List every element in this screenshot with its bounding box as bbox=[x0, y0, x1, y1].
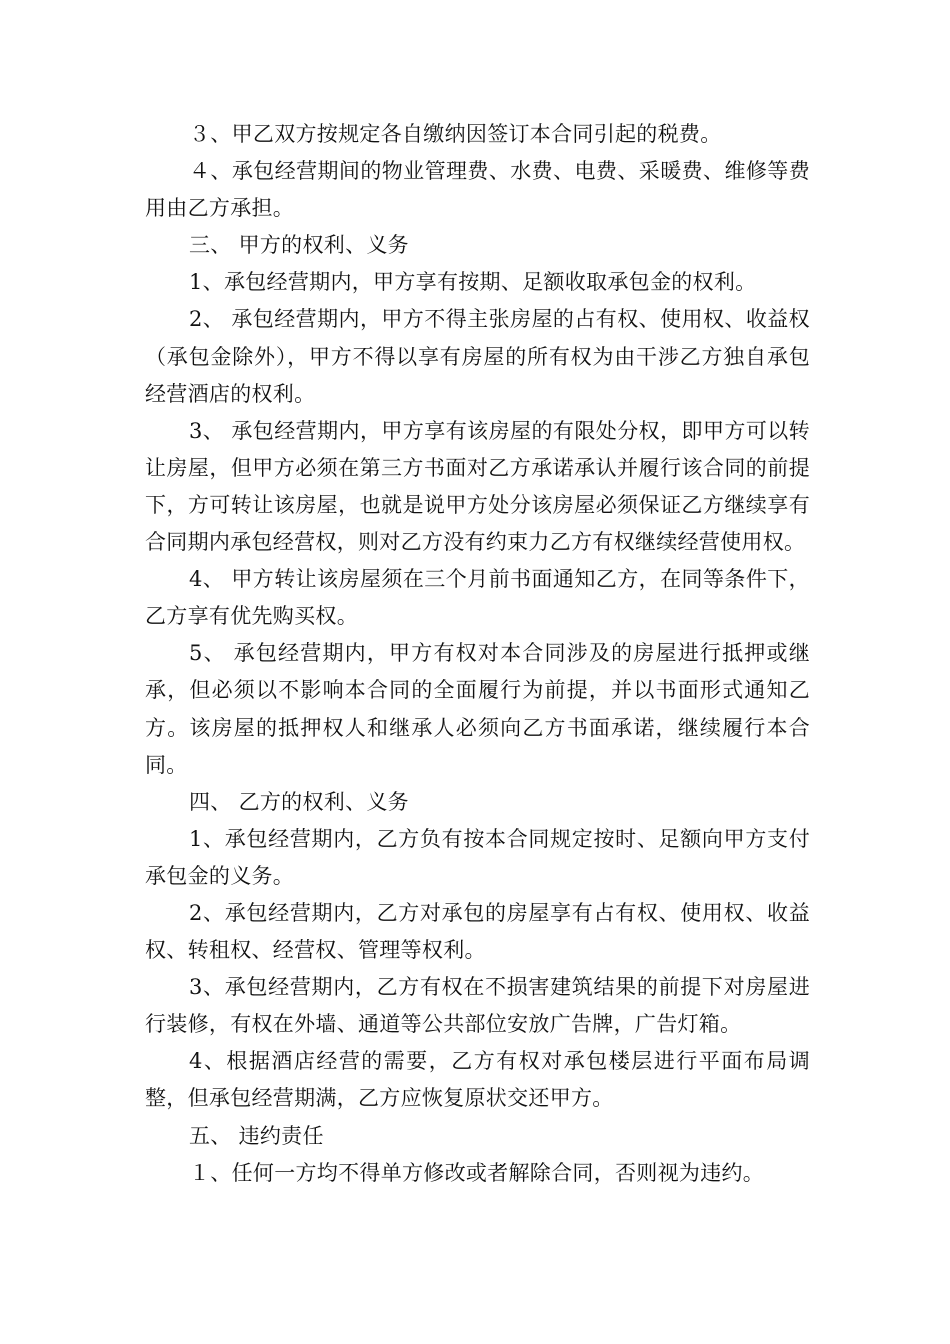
contract-body bbox=[145, 116, 810, 1192]
clause-party-a-3: 3、 承包经营期内，甲方享有该房屋的有限处分权，即甲方可以转让房屋，但甲方必须在第三方书面对乙方承诺承认并履行该合同的前提下，方可转让该房屋，也就是说甲方处分该房屋必须保证乙方继续享有合同期内承包经营权，则对乙方没有约束力乙方有权继续经营使用权。 bbox=[145, 418, 810, 555]
clause-party-b-4: 4、根据酒店经营的需要，乙方有权对承包楼层进行平面布局调整，但承包经营期满，乙方应恢复原状交还甲方。 bbox=[145, 1049, 810, 1111]
paragraph-fees: ４、承包经营期间的物业管理费、水费、电费、采暖费、维修等费用由乙方承担。 bbox=[145, 159, 810, 221]
section-heading-party-a: 三、 甲方的权利、义务 bbox=[189, 233, 409, 258]
clause-party-a-2: 2、 承包经营期内，甲方不得主张房屋的占有权、使用权、收益权（承包金除外），甲方不得以享有房屋的所有权为由干涉乙方独自承包经营酒店的权利。 bbox=[145, 307, 810, 406]
clause-breach-1: １、任何一方均不得单方修改或者解除合同，否则视为违约。 bbox=[189, 1160, 765, 1185]
clause-party-a-1: 1、承包经营期内，甲方享有按期、足额收取承包金的权利。 bbox=[189, 270, 757, 295]
clause-party-a-4: 4、 甲方转让该房屋须在三个月前书面通知乙方，在同等条件下，乙方享有优先购买权。 bbox=[145, 567, 810, 629]
section-heading-breach: 五、 违约责任 bbox=[189, 1123, 324, 1148]
section-heading-party-b: 四、 乙方的权利、义务 bbox=[189, 789, 409, 814]
clause-party-a-5: 5、 承包经营期内，甲方有权对本合同涉及的房屋进行抵押或继承，但必须以不影响本合同的全面履行为前提，并以书面形式通知乙方。该房屋的抵押权人和继承人必须向乙方书面承诺，继续履行本合同。 bbox=[145, 641, 810, 777]
paragraph-tax: ３、甲乙双方按规定各自缴纳因签订本合同引起的税费。 bbox=[189, 122, 722, 146]
clause-party-b-2: 2、承包经营期内，乙方对承包的房屋享有占有权、使用权、收益权、转租权、经营权、管理等权利。 bbox=[145, 900, 810, 963]
clause-party-b-3: 3、承包经营期内，乙方有权在不损害建筑结果的前提下对房屋进行装修，有权在外墙、通道等公共部位安放广告牌，广告灯箱。 bbox=[145, 975, 810, 1037]
clause-party-b-1: 1、承包经营期内，乙方负有按本合同规定按时、足额向甲方支付承包金的义务。 bbox=[145, 826, 810, 888]
